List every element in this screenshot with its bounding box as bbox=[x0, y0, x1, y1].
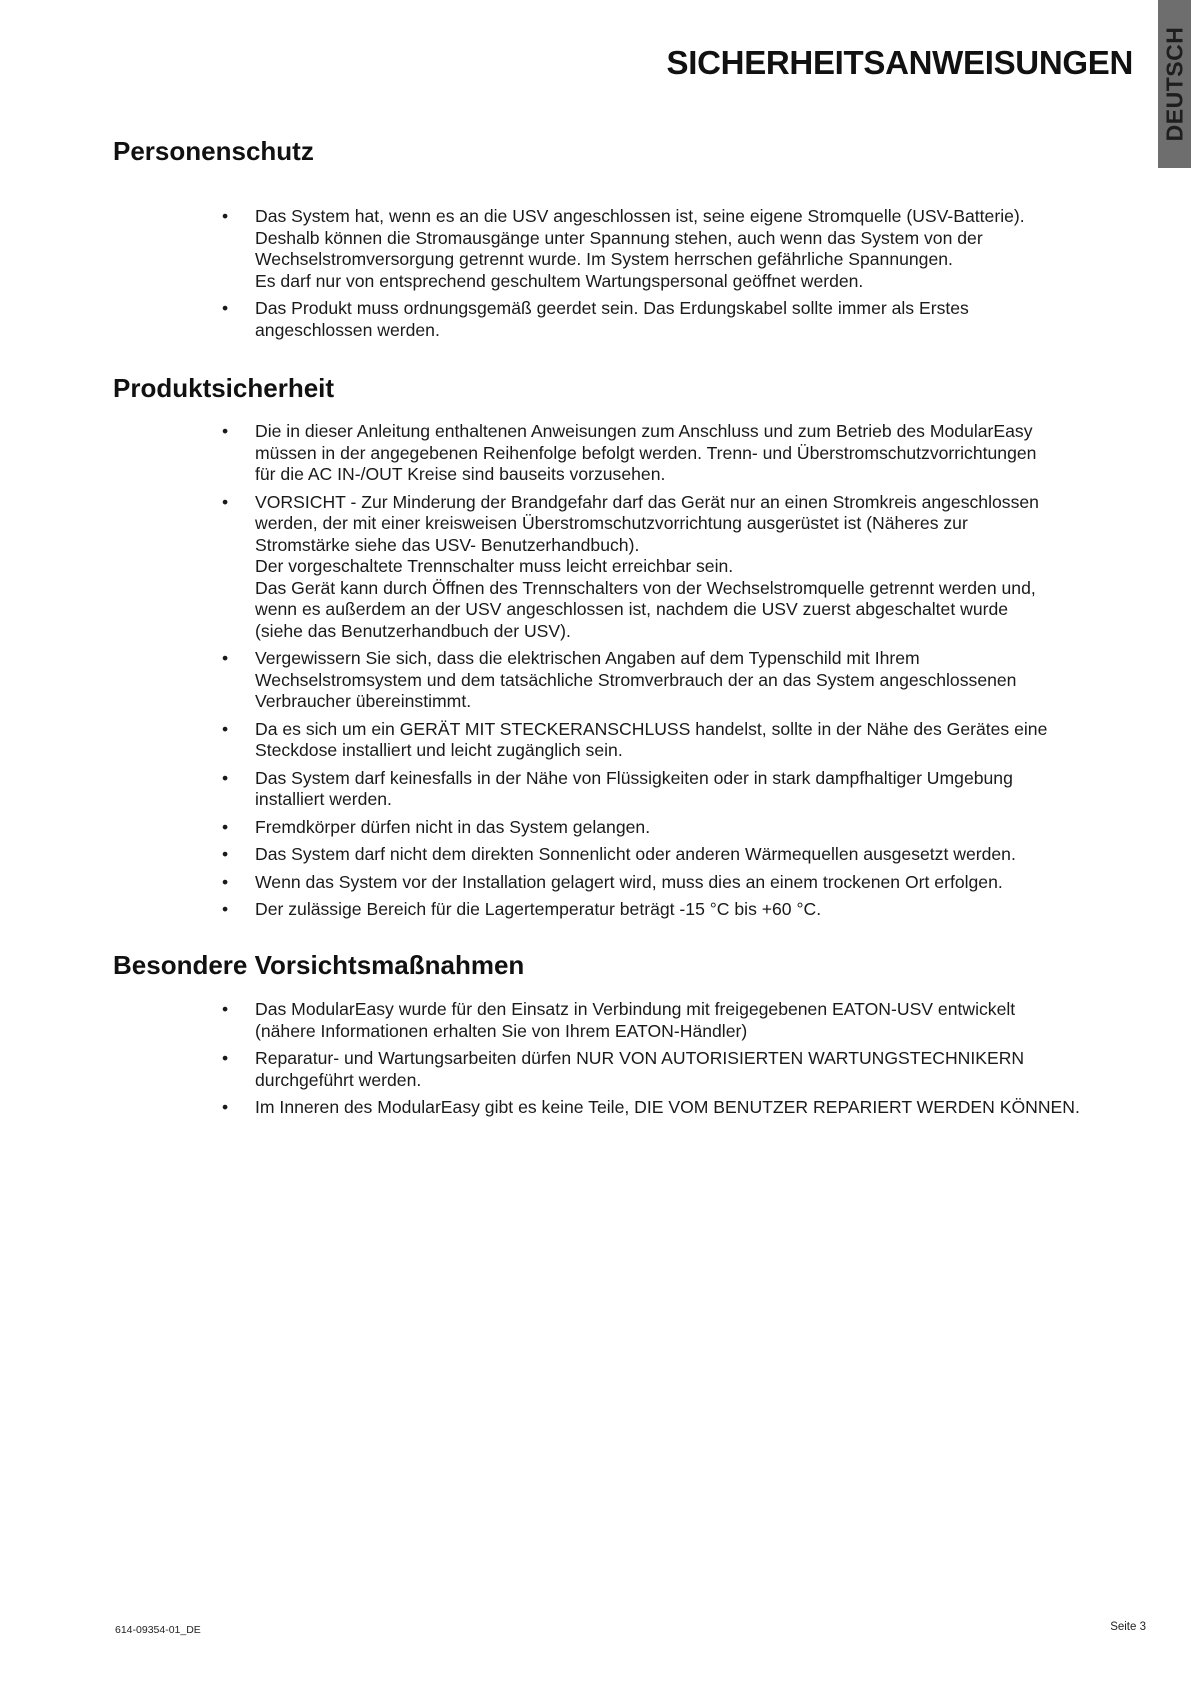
list-item bbox=[220, 206, 1120, 292]
bullet-text-line: Das Produkt muss ordnungsgemäß geerdet sein. Das Erdungskabel sollte immer als Erstes bbox=[255, 298, 969, 318]
bullet-text-line: Stromstärke siehe das USV- Benutzerhandbuch). bbox=[255, 534, 640, 555]
language-tab bbox=[1158, 0, 1191, 168]
bullet-text-line: VORSICHT - Zur Minderung der Brandgefahr darf das Gerät nur an einen Stromkreis angeschlossen bbox=[255, 491, 1039, 512]
bullet-text-line: (nähere Informationen erhalten Sie von Ihrem EATON-Händler) bbox=[255, 1020, 748, 1041]
bullet-icon: • bbox=[222, 718, 229, 739]
bullet-text-line: Das System darf keinesfalls in der Nähe von Flüssigkeiten oder in stark dampfhaltiger Umgebung bbox=[255, 767, 1013, 788]
list-item bbox=[220, 1097, 1120, 1119]
bullet-text-line: müssen in der angegebenen Reihenfolge befolgt werden. Trenn- und Überstromschutzvorrichtungen bbox=[255, 442, 1037, 463]
bullet-icon: • bbox=[222, 206, 229, 226]
bullet-text-line: Wechselstromsystem und dem tatsächliche Stromverbrauch der an das System angeschlossenen bbox=[255, 669, 1017, 690]
list-item bbox=[220, 844, 1120, 866]
section-heading-produktsicherheit: Produktsicherheit bbox=[113, 373, 335, 403]
bullet-list-personenschutz bbox=[220, 206, 1120, 347]
bullet-text-line: Das System hat, wenn es an die USV angeschlossen ist, seine eigene Stromquelle (USV-Batterie). bbox=[255, 206, 1025, 226]
list-item bbox=[220, 872, 1120, 894]
bullet-text-line: (siehe das Benutzerhandbuch der USV). bbox=[255, 620, 571, 641]
page-number: Seite 3 bbox=[1110, 1621, 1146, 1633]
bullet-icon: • bbox=[222, 1048, 229, 1068]
section-heading-personenschutz: Personenschutz bbox=[113, 136, 314, 166]
bullet-text-line: wenn es außerdem an der USV angeschlossen ist, nachdem die USV zuerst abgeschaltet wurde bbox=[255, 599, 1009, 619]
bullet-text-line: Der vorgeschaltete Trennschalter muss leicht erreichbar sein. bbox=[255, 556, 734, 576]
list-item bbox=[220, 298, 1120, 341]
list-item bbox=[220, 492, 1120, 643]
bullet-icon: • bbox=[222, 421, 229, 441]
document-number: 614-09354-01_DE bbox=[115, 1624, 201, 1636]
bullet-icon: • bbox=[222, 871, 229, 892]
bullet-text-line: Die in dieser Anleitung enthaltenen Anweisungen zum Anschluss und zum Betrieb des ModularEasy bbox=[255, 421, 1033, 441]
bullet-icon: • bbox=[222, 844, 229, 864]
list-item bbox=[220, 999, 1120, 1042]
bullet-text-line: für die AC IN-/OUT Kreise sind bauseits vorzusehen. bbox=[255, 464, 666, 484]
bullet-icon: • bbox=[222, 899, 229, 919]
bullet-text-line: werden, der mit einer kreisweisen Überstromschutzvorrichtung ausgerüstet ist (Näheres zur bbox=[255, 513, 968, 533]
list-item bbox=[220, 817, 1120, 839]
bullet-text-line: Das System darf nicht dem direkten Sonnenlicht oder anderen Wärmequellen ausgesetzt werden. bbox=[255, 844, 1016, 864]
bullet-icon: • bbox=[222, 767, 229, 788]
list-item bbox=[220, 768, 1120, 811]
bullet-text-line: Verbraucher übereinstimmt. bbox=[255, 691, 472, 711]
bullet-text-line: angeschlossen werden. bbox=[255, 319, 440, 340]
bullet-icon: • bbox=[222, 298, 229, 318]
list-item bbox=[220, 899, 1120, 921]
bullet-icon: • bbox=[222, 999, 229, 1019]
section-heading-besondere-vorsichtsmassnahmen: Besondere Vorsichtsmaßnahmen bbox=[113, 950, 525, 980]
bullet-text-line: Der zulässige Bereich für die Lagertemperatur beträgt -15 °C bis +60 °C. bbox=[255, 899, 822, 919]
bullet-list-besondere-vorsichtsmassnahmen bbox=[220, 999, 1120, 1125]
language-tab-label: DEUTSCH bbox=[1161, 26, 1187, 142]
bullet-icon: • bbox=[222, 1097, 229, 1117]
bullet-text-line: Fremdkörper dürfen nicht in das System gelangen. bbox=[255, 816, 651, 837]
bullet-list-produktsicherheit bbox=[220, 421, 1120, 927]
bullet-text-line: Deshalb können die Stromausgänge unter Spannung stehen, auch wenn das System von der bbox=[255, 227, 983, 248]
bullet-text-line: Reparatur- und Wartungsarbeiten dürfen NUR VON AUTORISIERTEN WARTUNGSTECHNIKERN bbox=[255, 1048, 1025, 1068]
bullet-icon: • bbox=[222, 648, 229, 668]
bullet-text-line: Im Inneren des ModularEasy gibt es keine Teile, DIE VOM BENUTZER REPARIERT WERDEN KÖNNEN. bbox=[255, 1097, 1080, 1117]
bullet-text-line: durchgeführt werden. bbox=[255, 1069, 422, 1090]
bullet-text-line: Das Gerät kann durch Öffnen des Trennschalters von der Wechselstromquelle getrennt werden und, bbox=[255, 577, 1036, 598]
bullet-text-line: Wechselstromversorgung getrennt wurde. Im System herrschen gefährliche Spannungen. bbox=[255, 249, 953, 269]
list-item bbox=[220, 1048, 1120, 1091]
bullet-text-line: Es darf nur von entsprechend geschultem Wartungspersonal geöffnet werden. bbox=[255, 270, 864, 291]
bullet-text-line: Steckdose installiert und leicht zugänglich sein. bbox=[255, 740, 623, 760]
list-item bbox=[220, 421, 1120, 486]
bullet-text-line: Da es sich um ein GERÄT MIT STECKERANSCHLUSS handelst, sollte in der Nähe des Gerätes eine bbox=[255, 718, 1048, 739]
bullet-icon: • bbox=[222, 491, 229, 512]
bullet-text-line: installiert werden. bbox=[255, 789, 392, 809]
list-item bbox=[220, 648, 1120, 713]
bullet-icon: • bbox=[222, 816, 229, 837]
page-title: SICHERHEITSANWEISUNGEN bbox=[666, 44, 1133, 81]
bullet-text-line: Wenn das System vor der Installation gelagert wird, muss dies an einem trockenen Ort erfolgen. bbox=[255, 871, 1003, 892]
bullet-text-line: Das ModularEasy wurde für den Einsatz in Verbindung mit freigegebenen EATON-USV entwickelt bbox=[255, 999, 1016, 1019]
list-item bbox=[220, 719, 1120, 762]
bullet-text-line: Vergewissern Sie sich, dass die elektrischen Angaben auf dem Typenschild mit Ihrem bbox=[255, 648, 920, 668]
